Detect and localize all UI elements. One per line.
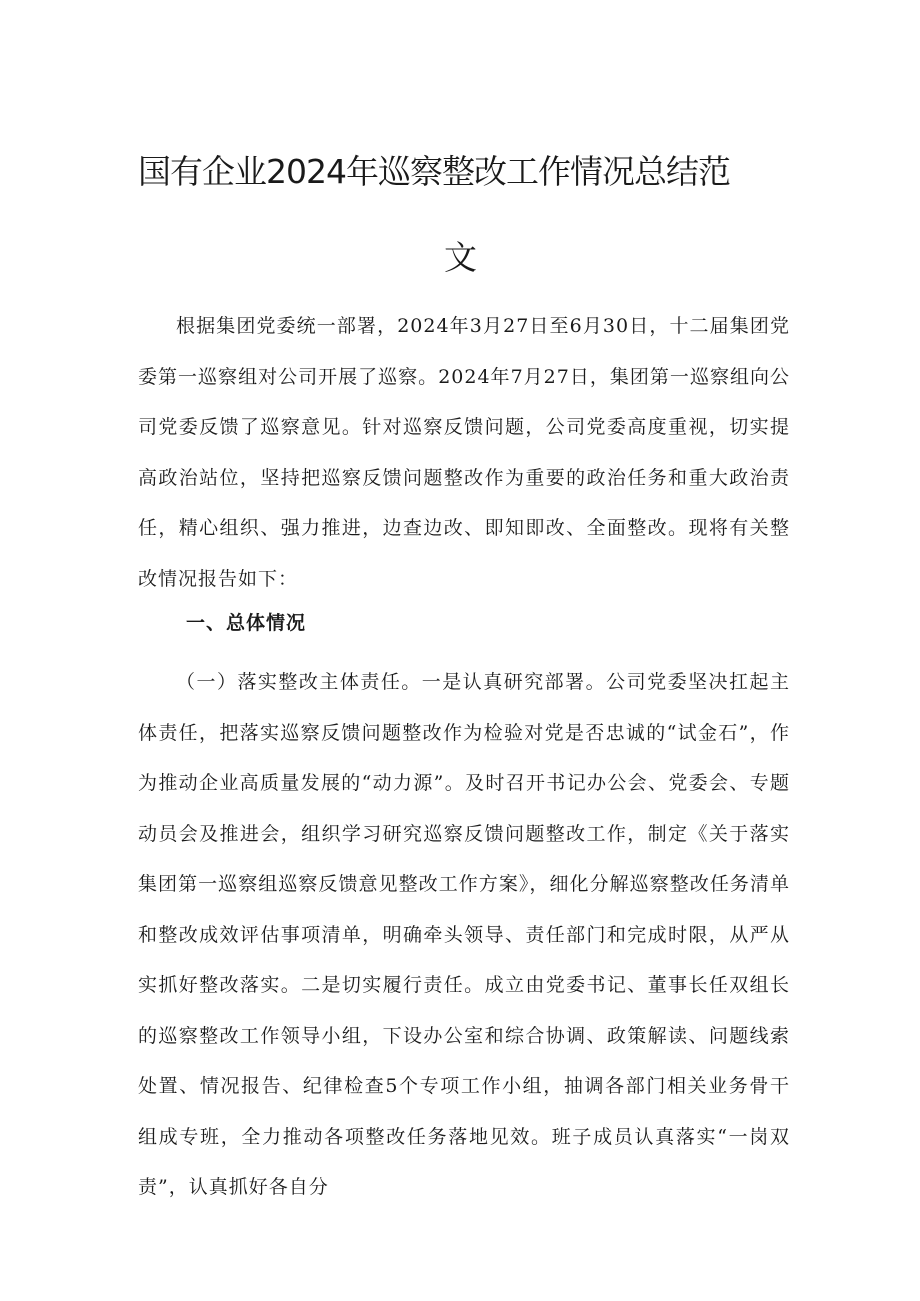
section-paragraph-responsibility: （一）落实整改主体责任。一是认真研究部署。公司党委坚决扛起主体责任，把落实巡察反馈问题整改作为检验对党是否忠诚的“试金石”，作为推动企业高质量发展的“动力源”。及时召开书记办公会、党委会、专题动员会及推进会，组织学习研究巡察反馈问题整改工作，制定《关于落实集团第一巡察组巡察反馈意见整改工作方案》，细化分解巡察整改任务清单和整改成效评估事项清单，明确牵头领导、责任部门和完成时限，从严从实抓好整改落实。二是切实履行责任。成立由党委书记、董事长任双组长的巡察整改工作领导小组，下设办公室和综合协调、政策解读、问题线索处置、情况报告、纪律检查5个专项工作小组，抽调各部门相关业务骨干组成专班，全力推动各项整改任务落地见效。班子成员认真落实“一岗双责”，认真抓好各自分 <box>138 671 790 1198</box>
intro-paragraph: 根据集团党委统一部署，2024年3月27日至6月30日，十二届集团党委第一巡察组对公司开展了巡察。2024年7月27日，集团第一巡察组向公司党委反馈了巡察意见。针对巡察反馈问题，公司党委高度重视，切实提高政治站位，坚持把巡察反馈问题整改作为重要的政治任务和重大政治责任，精心组织、强力推进，边查边改、即知即改、全面整改。现将有关整改情况报告如下： <box>138 315 790 590</box>
section-heading-overall: 一、总体情况 <box>186 612 307 634</box>
document-title-line1: 国有企业2024年巡察整改工作情况总结范 <box>138 152 730 191</box>
document-title-line2: 文 <box>444 238 476 277</box>
